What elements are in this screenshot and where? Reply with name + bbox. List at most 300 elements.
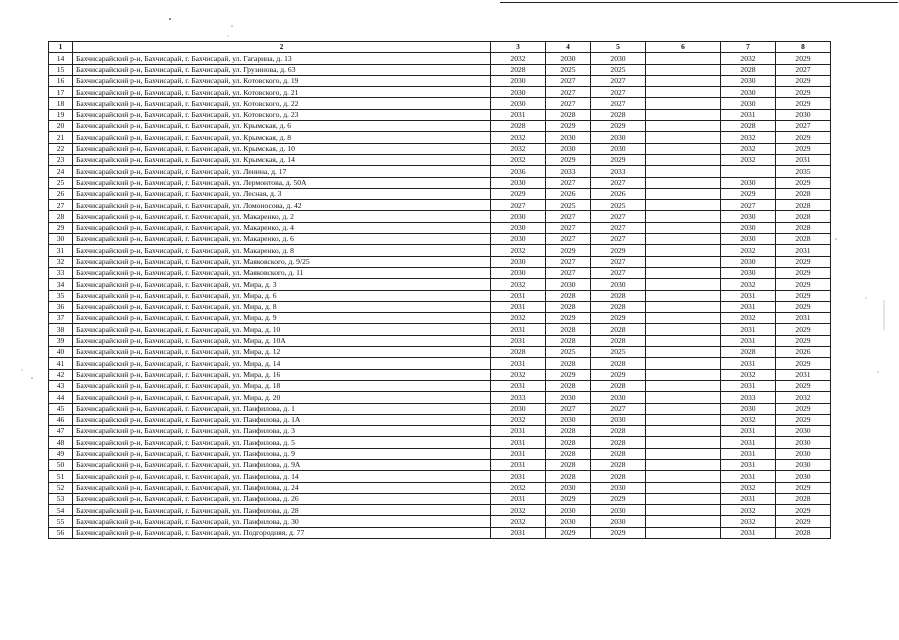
year-col-7: 2031	[721, 448, 776, 459]
year-col-6	[646, 301, 721, 312]
year-col-6	[646, 75, 721, 86]
address: Бахчисарайский р-н, Бахчисарай, г. Бахчисарай, ул. Панфилова, д. 24	[73, 482, 491, 493]
year-col-6	[646, 369, 721, 380]
table-row	[49, 403, 831, 414]
year-col-7: 2032	[721, 279, 776, 290]
table-row	[49, 426, 831, 437]
year-col-3: 2030	[491, 177, 546, 188]
year-col-5: 2028	[591, 459, 646, 470]
address: Бахчисарайский р-н, Бахчисарай, г. Бахчисарай, ул. Мира, д. 20	[73, 392, 491, 403]
year-col-4: 2029	[546, 313, 591, 324]
year-col-5: 2028	[591, 471, 646, 482]
year-col-3: 2032	[491, 143, 546, 154]
year-col-3: 2030	[491, 75, 546, 86]
year-col-4: 2028	[546, 448, 591, 459]
year-col-7: 2030	[721, 211, 776, 222]
year-col-8: 2029	[776, 403, 831, 414]
row-number: 39	[49, 335, 73, 346]
row-number: 35	[49, 290, 73, 301]
year-col-8: 2029	[776, 482, 831, 493]
year-col-7: 2032	[721, 516, 776, 527]
year-col-8: 2029	[776, 256, 831, 267]
row-number: 24	[49, 166, 73, 177]
year-col-8: 2029	[776, 53, 831, 64]
year-col-6	[646, 290, 721, 301]
year-col-3: 2028	[491, 121, 546, 132]
address: Бахчисарайский р-н, Бахчисарай, г. Бахчисарай, ул. Мира, д. 3	[73, 279, 491, 290]
year-col-5: 2027	[591, 211, 646, 222]
year-col-4: 2030	[546, 53, 591, 64]
address: Бахчисарайский р-н, Бахчисарай, г. Бахчисарай, ул. Гагарина, д. 13	[73, 53, 491, 64]
year-col-3: 2029	[491, 188, 546, 199]
year-col-8: 2029	[776, 324, 831, 335]
row-number: 25	[49, 177, 73, 188]
year-col-7: 2030	[721, 98, 776, 109]
year-col-4: 2027	[546, 75, 591, 86]
year-col-7: 2031	[721, 290, 776, 301]
year-col-3: 2031	[491, 426, 546, 437]
year-col-7: 2028	[721, 64, 776, 75]
year-col-5: 2030	[591, 482, 646, 493]
header-col-3: 3	[491, 42, 546, 53]
year-col-4: 2027	[546, 234, 591, 245]
table-row	[49, 347, 831, 358]
year-col-3: 2031	[491, 324, 546, 335]
table-row	[49, 256, 831, 267]
table-row	[49, 358, 831, 369]
year-col-5: 2030	[591, 279, 646, 290]
year-col-3: 2036	[491, 166, 546, 177]
table-row	[49, 166, 831, 177]
year-col-4: 2027	[546, 87, 591, 98]
row-number: 17	[49, 87, 73, 98]
address: Бахчисарайский р-н, Бахчисарай, г. Бахчисарай, ул. Маяковского, д. 9/25	[73, 256, 491, 267]
year-col-4: 2028	[546, 380, 591, 391]
year-col-5: 2029	[591, 121, 646, 132]
year-col-7: 2031	[721, 324, 776, 335]
table-row	[49, 414, 831, 425]
table-row	[49, 369, 831, 380]
year-col-4: 2027	[546, 98, 591, 109]
row-number: 55	[49, 516, 73, 527]
row-number: 19	[49, 109, 73, 120]
year-col-4: 2030	[546, 143, 591, 154]
address: Бахчисарайский р-н, Бахчисарай, г. Бахчисарай, ул. Грузинова, д. 63	[73, 64, 491, 75]
year-col-7: 2031	[721, 459, 776, 470]
table-row	[49, 448, 831, 459]
address: Бахчисарайский р-н, Бахчисарай, г. Бахчисарай, ул. Котовского, д. 22	[73, 98, 491, 109]
year-col-8: 2028	[776, 234, 831, 245]
page-top-rule	[500, 2, 898, 3]
table-row	[49, 245, 831, 256]
table-row	[49, 87, 831, 98]
year-col-5: 2027	[591, 87, 646, 98]
year-col-8: 2035	[776, 166, 831, 177]
year-col-7: 2032	[721, 414, 776, 425]
row-number: 30	[49, 234, 73, 245]
year-col-6	[646, 459, 721, 470]
year-col-5: 2027	[591, 98, 646, 109]
year-col-5: 2029	[591, 369, 646, 380]
year-col-5: 2029	[591, 154, 646, 165]
table-row	[49, 459, 831, 470]
scan-speck	[31, 377, 32, 378]
scan-speck	[228, 36, 229, 37]
year-col-3: 2031	[491, 301, 546, 312]
year-col-4: 2029	[546, 369, 591, 380]
year-col-3: 2031	[491, 335, 546, 346]
address: Бахчисарайский р-н, Бахчисарай, г. Бахчисарай, ул. Лермонтова, д. 50А	[73, 177, 491, 188]
year-col-6	[646, 166, 721, 177]
row-number: 28	[49, 211, 73, 222]
year-col-7: 2030	[721, 267, 776, 278]
year-col-3: 2032	[491, 414, 546, 425]
address: Бахчисарайский р-н, Бахчисарай, г. Бахчисарай, ул. Панфилова, д. 3	[73, 426, 491, 437]
year-col-8: 2031	[776, 154, 831, 165]
year-col-4: 2028	[546, 471, 591, 482]
year-col-6	[646, 64, 721, 75]
year-col-8: 2030	[776, 426, 831, 437]
year-col-6	[646, 358, 721, 369]
address: Бахчисарайский р-н, Бахчисарай, г. Бахчисарай, ул. Лесная, д. 3	[73, 188, 491, 199]
year-col-8: 2032	[776, 392, 831, 403]
year-col-6	[646, 211, 721, 222]
row-number: 16	[49, 75, 73, 86]
year-col-5: 2027	[591, 234, 646, 245]
row-number: 54	[49, 505, 73, 516]
year-col-6	[646, 267, 721, 278]
row-number: 56	[49, 527, 73, 538]
year-col-4: 2028	[546, 301, 591, 312]
address: Бахчисарайский р-н, Бахчисарай, г. Бахчисарай, ул. Мира, д. 6	[73, 290, 491, 301]
address: Бахчисарайский р-н, Бахчисарай, г. Бахчисарай, ул. Панфилова, д. 30	[73, 516, 491, 527]
year-col-8: 2031	[776, 313, 831, 324]
year-col-8: 2029	[776, 87, 831, 98]
year-col-4: 2033	[546, 166, 591, 177]
year-col-4: 2028	[546, 426, 591, 437]
year-col-7: 2032	[721, 245, 776, 256]
row-number: 32	[49, 256, 73, 267]
year-col-8: 2030	[776, 437, 831, 448]
table-row	[49, 234, 831, 245]
row-number: 52	[49, 482, 73, 493]
year-col-6	[646, 313, 721, 324]
year-col-3: 2032	[491, 369, 546, 380]
year-col-8: 2028	[776, 200, 831, 211]
year-col-3: 2030	[491, 211, 546, 222]
year-col-4: 2027	[546, 211, 591, 222]
table-row	[49, 313, 831, 324]
year-col-3: 2031	[491, 493, 546, 504]
year-col-6	[646, 482, 721, 493]
year-col-5: 2030	[591, 132, 646, 143]
year-col-6	[646, 234, 721, 245]
year-col-6	[646, 437, 721, 448]
address: Бахчисарайский р-н, Бахчисарай, г. Бахчисарай, ул. Котовского, д. 21	[73, 87, 491, 98]
year-col-7: 2029	[721, 188, 776, 199]
year-col-8: 2029	[776, 75, 831, 86]
year-col-8: 2029	[776, 132, 831, 143]
year-col-5: 2028	[591, 358, 646, 369]
year-col-8: 2028	[776, 527, 831, 538]
year-col-6	[646, 154, 721, 165]
year-col-6	[646, 177, 721, 188]
row-number: 44	[49, 392, 73, 403]
year-col-3: 2030	[491, 234, 546, 245]
year-col-8: 2031	[776, 245, 831, 256]
row-number: 47	[49, 426, 73, 437]
year-col-3: 2031	[491, 380, 546, 391]
year-col-6	[646, 53, 721, 64]
address: Бахчисарайский р-н, Бахчисарай, г. Бахчисарай, ул. Панфилова, д. 1А	[73, 414, 491, 425]
table-row	[49, 471, 831, 482]
year-col-4: 2029	[546, 493, 591, 504]
address: Бахчисарайский р-н, Бахчисарай, г. Бахчисарай, ул. Мира, д. 8	[73, 301, 491, 312]
address: Бахчисарайский р-н, Бахчисарай, г. Бахчисарай, ул. Макаренко, д. 6	[73, 234, 491, 245]
year-col-6	[646, 516, 721, 527]
table-row	[49, 109, 831, 120]
table-row	[49, 527, 831, 538]
year-col-4: 2030	[546, 392, 591, 403]
year-col-6	[646, 380, 721, 391]
table-row	[49, 154, 831, 165]
table-row	[49, 200, 831, 211]
row-number: 21	[49, 132, 73, 143]
row-number: 15	[49, 64, 73, 75]
year-col-3: 2031	[491, 290, 546, 301]
year-col-8: 2029	[776, 177, 831, 188]
year-col-7: 2032	[721, 505, 776, 516]
address: Бахчисарайский р-н, Бахчисарай, г. Бахчисарай, ул. Мира, д. 14	[73, 358, 491, 369]
row-number: 48	[49, 437, 73, 448]
year-col-7: 2032	[721, 154, 776, 165]
year-col-4: 2029	[546, 121, 591, 132]
year-col-3: 2032	[491, 154, 546, 165]
year-col-6	[646, 143, 721, 154]
year-col-8: 2029	[776, 98, 831, 109]
year-col-4: 2025	[546, 347, 591, 358]
year-col-8: 2029	[776, 516, 831, 527]
year-col-5: 2030	[591, 143, 646, 154]
year-col-6	[646, 256, 721, 267]
year-col-5: 2030	[591, 53, 646, 64]
year-col-4: 2027	[546, 403, 591, 414]
year-col-8: 2028	[776, 493, 831, 504]
year-col-6	[646, 324, 721, 335]
year-col-5: 2025	[591, 347, 646, 358]
row-number: 34	[49, 279, 73, 290]
scan-speck	[22, 370, 23, 371]
row-number: 42	[49, 369, 73, 380]
address: Бахчисарайский р-н, Бахчисарай, г. Бахчисарай, ул. Макаренко, д. 2	[73, 211, 491, 222]
year-col-5: 2025	[591, 64, 646, 75]
header-col-5: 5	[591, 42, 646, 53]
year-col-8: 2030	[776, 109, 831, 120]
year-col-4: 2030	[546, 482, 591, 493]
address: Бахчисарайский р-н, Бахчисарай, г. Бахчисарай, ул. Котовского, д. 19	[73, 75, 491, 86]
address: Бахчисарайский р-н, Бахчисарай, г. Бахчисарай, ул. Мира, д. 10	[73, 324, 491, 335]
year-col-7: 2032	[721, 132, 776, 143]
table-row	[49, 143, 831, 154]
address: Бахчисарайский р-н, Бахчисарай, г. Бахчисарай, ул. Панфилова, д. 14	[73, 471, 491, 482]
address: Бахчисарайский р-н, Бахчисарай, г. Бахчисарай, ул. Мира, д. 18	[73, 380, 491, 391]
year-col-5: 2030	[591, 505, 646, 516]
address: Бахчисарайский р-н, Бахчисарай, г. Бахчисарай, ул. Панфилова, д. 9А	[73, 459, 491, 470]
scan-speck	[866, 298, 867, 299]
year-col-5: 2029	[591, 313, 646, 324]
year-col-5: 2027	[591, 222, 646, 233]
year-col-5: 2028	[591, 290, 646, 301]
housing-schedule-table	[48, 41, 831, 539]
year-col-7: 2028	[721, 121, 776, 132]
header-col-6: 6	[646, 42, 721, 53]
year-col-3: 2031	[491, 459, 546, 470]
year-col-6	[646, 121, 721, 132]
year-col-7: 2031	[721, 109, 776, 120]
row-number: 45	[49, 403, 73, 414]
address: Бахчисарайский р-н, Бахчисарай, г. Бахчисарай, ул. Маяковского, д. 11	[73, 267, 491, 278]
scan-speck	[835, 238, 836, 239]
table-row	[49, 324, 831, 335]
table-row	[49, 121, 831, 132]
table-row	[49, 64, 831, 75]
year-col-8: 2029	[776, 301, 831, 312]
row-number: 18	[49, 98, 73, 109]
address: Бахчисарайский р-н, Бахчисарай, г. Бахчисарай, ул. Крымская, д. 14	[73, 154, 491, 165]
year-col-7: 2031	[721, 335, 776, 346]
year-col-5: 2028	[591, 448, 646, 459]
year-col-3: 2030	[491, 98, 546, 109]
year-col-6	[646, 426, 721, 437]
year-col-7: 2030	[721, 75, 776, 86]
address: Бахчисарайский р-н, Бахчисарай, г. Бахчисарай, ул. Мира, д. 16	[73, 369, 491, 380]
table-row	[49, 211, 831, 222]
scan-speck	[878, 372, 879, 373]
year-col-5: 2028	[591, 426, 646, 437]
row-number: 51	[49, 471, 73, 482]
year-col-8: 2030	[776, 448, 831, 459]
year-col-3: 2030	[491, 256, 546, 267]
year-col-4: 2027	[546, 177, 591, 188]
year-col-7: 2031	[721, 358, 776, 369]
table-row	[49, 188, 831, 199]
table-row	[49, 290, 831, 301]
year-col-7: 2031	[721, 437, 776, 448]
year-col-4: 2028	[546, 358, 591, 369]
year-col-8: 2030	[776, 459, 831, 470]
year-col-6	[646, 493, 721, 504]
year-col-5: 2028	[591, 301, 646, 312]
year-col-4: 2025	[546, 200, 591, 211]
year-col-7: 2032	[721, 369, 776, 380]
year-col-8: 2029	[776, 267, 831, 278]
year-col-3: 2031	[491, 437, 546, 448]
year-col-7: 2031	[721, 380, 776, 391]
year-col-7: 2031	[721, 527, 776, 538]
address: Бахчисарайский р-н, Бахчисарай, г. Бахчисарай, ул. Панфилова, д. 26	[73, 493, 491, 504]
year-col-4: 2028	[546, 290, 591, 301]
year-col-4: 2030	[546, 414, 591, 425]
year-col-3: 2027	[491, 200, 546, 211]
year-col-4: 2030	[546, 132, 591, 143]
year-col-8: 2030	[776, 471, 831, 482]
address: Бахчисарайский р-н, Бахчисарай, г. Бахчисарай, ул. Котовского, д. 23	[73, 109, 491, 120]
address: Бахчисарайский р-н, Бахчисарай, г. Бахчисарай, ул. Мира, д. 12	[73, 347, 491, 358]
year-col-6	[646, 392, 721, 403]
header-col-1: 1	[49, 42, 73, 53]
year-col-5: 2027	[591, 256, 646, 267]
year-col-8: 2029	[776, 414, 831, 425]
row-number: 38	[49, 324, 73, 335]
year-col-4: 2028	[546, 324, 591, 335]
year-col-8: 2028	[776, 188, 831, 199]
year-col-4: 2028	[546, 335, 591, 346]
scan-speck	[169, 18, 171, 20]
table-row	[49, 437, 831, 448]
year-col-6	[646, 335, 721, 346]
year-col-7: 2031	[721, 471, 776, 482]
table-header	[49, 42, 831, 53]
year-col-6	[646, 347, 721, 358]
year-col-7: 2032	[721, 53, 776, 64]
year-col-3: 2031	[491, 448, 546, 459]
year-col-8: 2027	[776, 121, 831, 132]
year-col-7: 2028	[721, 347, 776, 358]
year-col-5: 2030	[591, 392, 646, 403]
year-col-8: 2029	[776, 279, 831, 290]
year-col-5: 2028	[591, 380, 646, 391]
header-col-8: 8	[776, 42, 831, 53]
year-col-6	[646, 403, 721, 414]
table-row	[49, 335, 831, 346]
year-col-7: 2033	[721, 392, 776, 403]
year-col-3: 2030	[491, 222, 546, 233]
year-col-6	[646, 279, 721, 290]
address: Бахчисарайский р-н, Бахчисарай, г. Бахчисарай, ул. Подгородняя, д. 77	[73, 527, 491, 538]
year-col-4: 2027	[546, 256, 591, 267]
year-col-3: 2032	[491, 279, 546, 290]
row-number: 27	[49, 200, 73, 211]
year-col-3: 2032	[491, 313, 546, 324]
year-col-6	[646, 109, 721, 120]
table-row	[49, 98, 831, 109]
year-col-4: 2027	[546, 267, 591, 278]
year-col-4: 2028	[546, 437, 591, 448]
table-row	[49, 53, 831, 64]
table-row	[49, 279, 831, 290]
year-col-3: 2033	[491, 392, 546, 403]
year-col-3: 2028	[491, 64, 546, 75]
table-row	[49, 75, 831, 86]
year-col-4: 2029	[546, 154, 591, 165]
table-row	[49, 177, 831, 188]
scan-speck	[231, 25, 232, 26]
year-col-7: 2027	[721, 200, 776, 211]
address: Бахчисарайский р-н, Бахчисарай, г. Бахчисарай, ул. Мира, д. 9	[73, 313, 491, 324]
address: Бахчисарайский р-н, Бахчисарай, г. Бахчисарай, ул. Ломоносова, д. 42	[73, 200, 491, 211]
row-number: 29	[49, 222, 73, 233]
year-col-8: 2029	[776, 290, 831, 301]
row-number: 41	[49, 358, 73, 369]
year-col-5: 2027	[591, 267, 646, 278]
row-number: 26	[49, 188, 73, 199]
year-col-6	[646, 98, 721, 109]
header-row	[49, 42, 831, 53]
header-col-7: 7	[721, 42, 776, 53]
year-col-6	[646, 87, 721, 98]
year-col-7: 2032	[721, 482, 776, 493]
year-col-3: 2032	[491, 516, 546, 527]
